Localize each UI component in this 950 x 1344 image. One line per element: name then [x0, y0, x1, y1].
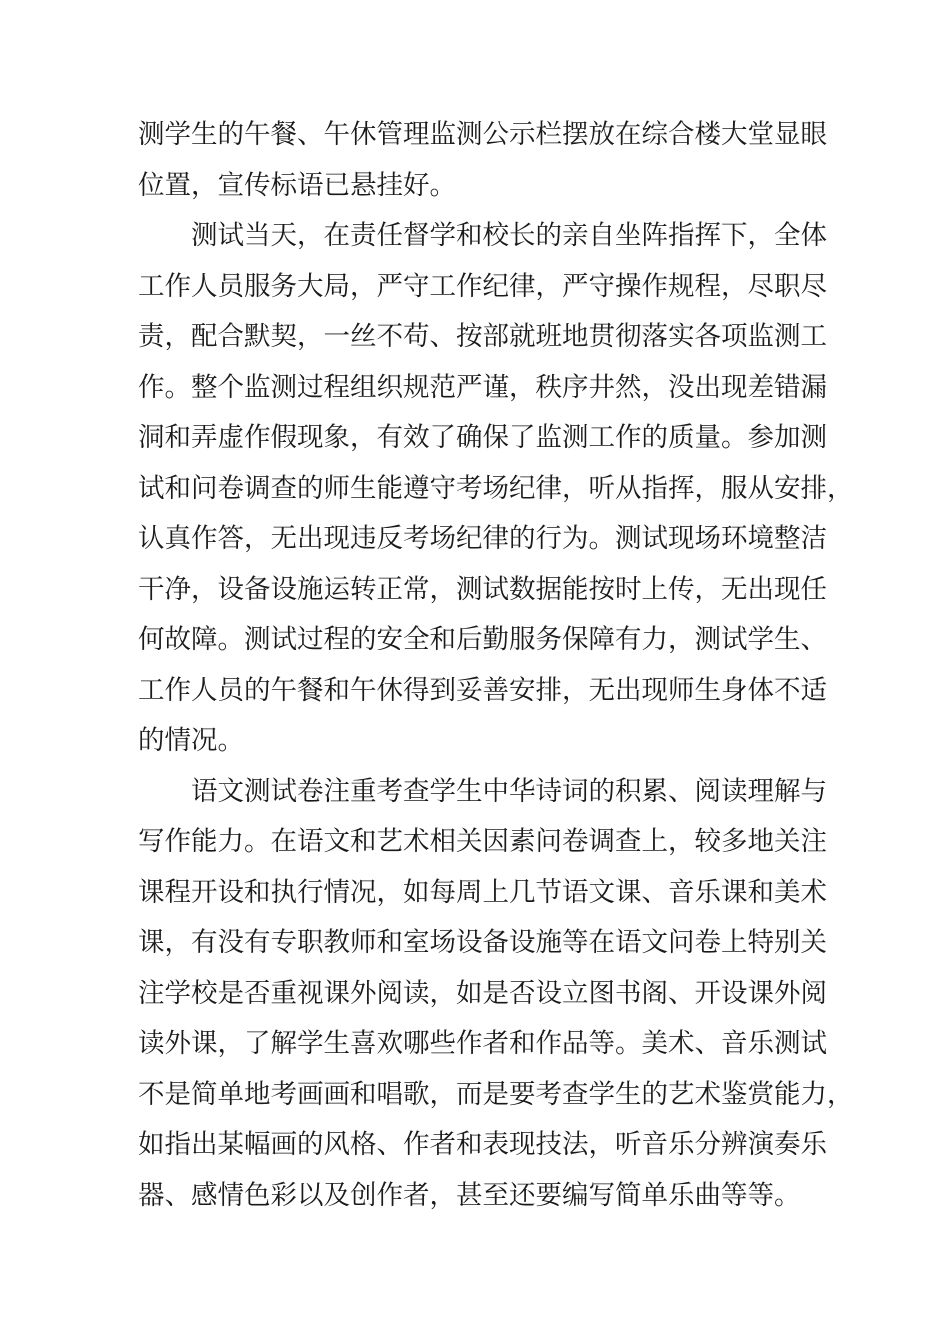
text-line: 何故障。测试过程的安全和后勤服务保障有力，测试学生、	[138, 624, 827, 655]
text-line: 认真作答，无出现违反考场纪律的行为。测试现场环境整洁	[138, 523, 827, 554]
text-line: 测学生的午餐、午休管理监测公示栏摆放在综合楼大堂显眼	[138, 119, 827, 150]
text-line: 器、感情色彩以及创作者，甚至还要编写简单乐曲等等。	[138, 1179, 801, 1211]
text-line: 课，有没有专职教师和室场设备设施等在语文问卷上特别关	[138, 927, 827, 958]
paragraph-start-line: 语文测试卷注重考查学生中华诗词的积累、阅读理解与	[191, 775, 827, 807]
text-line: 注学校是否重视课外阅读，如是否设立图书阁、开设课外阅	[138, 977, 827, 1009]
text-line: 试和问卷调查的师生能遵守考场纪律，听从指挥，服从安排，	[138, 472, 854, 504]
text-line: 的情况。	[138, 725, 244, 756]
text-line: 如指出某幅画的风格、作者和表现技法，听音乐分辨演奏乐	[138, 1129, 827, 1160]
text-line: 位置，宣传标语已悬挂好。	[138, 169, 456, 201]
text-line: 洞和弄虚作假现象，有效了确保了监测工作的质量。参加测	[138, 422, 827, 453]
text-line: 不是简单地考画画和唱歌，而是要考查学生的艺术鉴赏能力，	[138, 1078, 854, 1110]
text-line: 课程开设和执行情况，如每周上几节语文课、音乐课和美术	[138, 876, 827, 908]
text-line: 读外课，了解学生喜欢哪些作者和作品等。美术、音乐测试	[138, 1028, 827, 1059]
text-line: 写作能力。在语文和艺术相关因素问卷调查上，较多地关注	[138, 826, 827, 857]
text-line: 工作人员服务大局，严守工作纪律，严守操作规程，尽职尽	[138, 270, 827, 302]
text-line: 工作人员的午餐和午休得到妥善安排，无出现师生身体不适	[138, 674, 827, 706]
text-line: 作。整个监测过程组织规范严谨，秩序井然，没出现差错漏	[138, 371, 827, 403]
text-line: 干净，设备设施运转正常，测试数据能按时上传，无出现任	[138, 573, 827, 605]
body-text	[138, 110, 854, 1221]
paragraph-start-line: 测试当天，在责任督学和校长的亲自坐阵指挥下，全体	[191, 220, 827, 251]
text-line: 责，配合默契，一丝不苟、按部就班地贯彻落实各项监测工	[138, 321, 827, 352]
